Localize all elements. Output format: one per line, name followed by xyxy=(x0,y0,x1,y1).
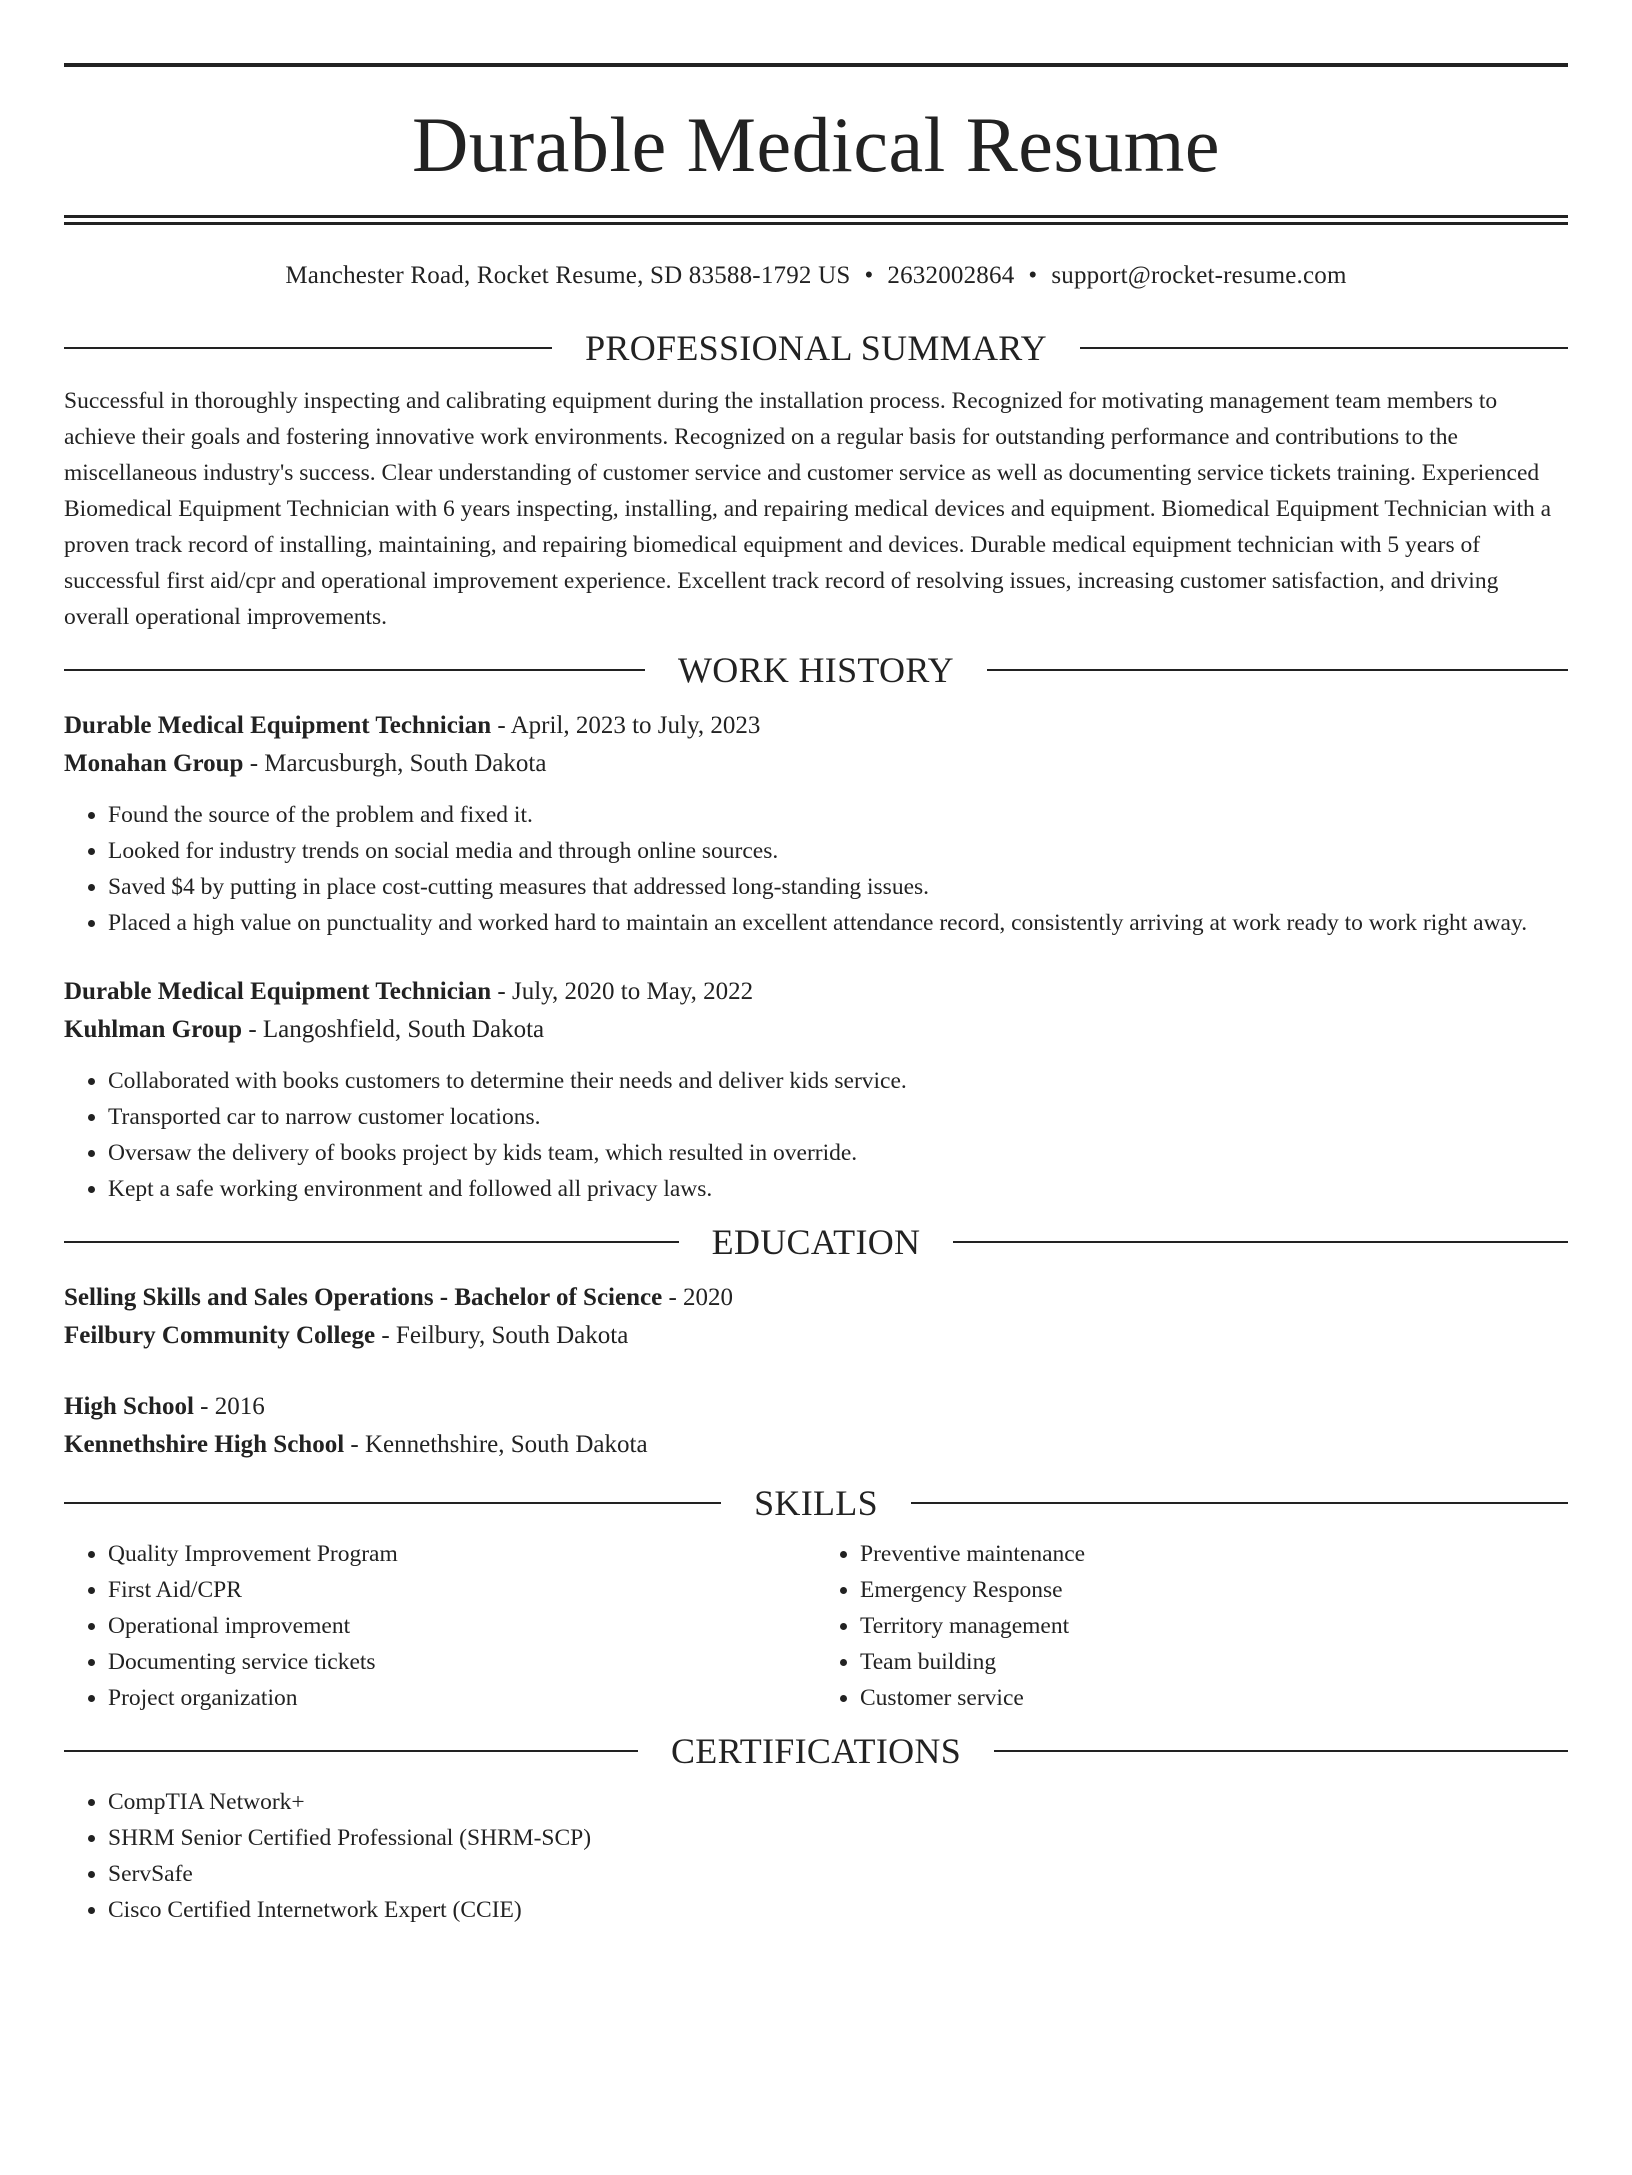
contact-address: Manchester Road, Rocket Resume, SD 83588-1792 US xyxy=(285,262,851,289)
contact-email: support@rocket-resume.com xyxy=(1051,262,1347,289)
skill-item: • Operational improvement xyxy=(108,1608,816,1644)
heading-rule xyxy=(911,1502,1568,1504)
title-double-rule xyxy=(64,215,1568,225)
job-entry xyxy=(64,707,1568,941)
job-company: Monahan Group xyxy=(64,750,244,777)
skills-list-right xyxy=(816,1536,1568,1716)
education-degree-line xyxy=(64,1279,1568,1317)
list-item: • Saved $4 by putting in place cost-cutting measures that addressed long-standing issues. xyxy=(108,869,1568,905)
job-bullets xyxy=(64,1063,1568,1207)
education-degree: Selling Skills and Sales Operations - Bachelor of Science xyxy=(64,1284,663,1311)
education-school-line xyxy=(64,1317,1568,1355)
skills-list-left xyxy=(64,1536,816,1716)
list-item: • Found the source of the problem and fixed it. xyxy=(108,797,1568,833)
certification-item: • Cisco Certified Internetwork Expert (CCIE) xyxy=(108,1892,1568,1928)
skills-columns xyxy=(64,1536,1568,1716)
list-item: • Collaborated with books customers to determine their needs and deliver kids service. xyxy=(108,1063,1568,1099)
education-school-line xyxy=(64,1426,1568,1464)
skill-item: • Project organization xyxy=(108,1680,816,1716)
job-role: Durable Medical Equipment Technician xyxy=(64,712,492,739)
contact-separator: • xyxy=(1028,262,1038,289)
heading-rule xyxy=(64,1750,638,1752)
skill-item: • First Aid/CPR xyxy=(108,1572,816,1608)
education-degree: High School xyxy=(64,1393,194,1420)
skill-item: • Team building xyxy=(860,1644,1568,1680)
job-location: - Marcusburgh, South Dakota xyxy=(243,750,547,777)
job-title-line xyxy=(64,973,1568,1011)
section-title: EDUCATION xyxy=(711,1222,921,1262)
heading-rule xyxy=(1080,347,1568,349)
certifications-list xyxy=(64,1784,1568,1928)
education-entry xyxy=(64,1388,1568,1464)
education-entry xyxy=(64,1279,1568,1355)
education-year: - 2016 xyxy=(193,1393,265,1420)
skill-item: • Quality Improvement Program xyxy=(108,1536,816,1572)
section-title: CERTIFICATIONS xyxy=(670,1731,962,1771)
contact-separator: • xyxy=(864,262,874,289)
job-entry xyxy=(64,973,1568,1207)
summary-text: Successful in thoroughly inspecting and calibrating equipment during the installation process. Recognized for motivating management team members to achieve their goals and fostering innovative work environments. Recognized on a regular basis for outstanding performance and contributions to the miscellaneous industry's success. Clear understanding of customer service and customer service as well as documenting service tickets training. Experienced Biomedical Equipment Technician with 6 years inspecting, installing, and repairing medical devices and equipment. Biomedical Equipment Technician with a proven track record of installing, maintaining, and repairing biomedical equipment and devices. Durable medical equipment technician with 5 years of successful first aid/cpr and operational improvement experience. Excellent track record of resolving issues, increasing customer satisfaction, and driving overall operational improvements. xyxy=(64,388,1552,630)
list-item: • Looked for industry trends on social media and through online sources. xyxy=(108,833,1568,869)
job-company-line xyxy=(64,745,1568,783)
job-company-line xyxy=(64,1011,1568,1049)
list-item: • Transported car to narrow customer locations. xyxy=(108,1099,1568,1135)
education-school: Kennethshire High School xyxy=(64,1431,345,1458)
list-item: • Oversaw the delivery of books project by kids team, which resulted in override. xyxy=(108,1135,1568,1171)
section-heading-education xyxy=(64,1221,1568,1263)
education-location: - Kennethshire, South Dakota xyxy=(344,1431,648,1458)
top-rule xyxy=(64,63,1568,67)
education-location: - Feilbury, South Dakota xyxy=(375,1322,629,1349)
job-bullets xyxy=(64,797,1568,941)
heading-rule xyxy=(994,1750,1568,1752)
job-title-line xyxy=(64,707,1568,745)
job-role: Durable Medical Equipment Technician xyxy=(64,978,492,1005)
certification-item: • CompTIA Network+ xyxy=(108,1784,1568,1820)
job-dates: - April, 2023 to July, 2023 xyxy=(491,712,761,739)
list-item: • Placed a high value on punctuality and worked hard to maintain an excellent attendance record, consistently arriving at work ready to work right away. xyxy=(108,905,1568,941)
education-school: Feilbury Community College xyxy=(64,1322,376,1349)
skill-item: • Emergency Response xyxy=(860,1572,1568,1608)
job-dates: - July, 2020 to May, 2022 xyxy=(491,978,754,1005)
section-heading-skills xyxy=(64,1482,1568,1524)
certification-item: • ServSafe xyxy=(108,1856,1568,1892)
contact-line xyxy=(64,261,1568,291)
section-title: PROFESSIONAL SUMMARY xyxy=(585,328,1047,368)
section-heading-work-history xyxy=(64,649,1568,691)
education-degree-line xyxy=(64,1388,1568,1426)
heading-rule xyxy=(987,669,1568,671)
section-title: WORK HISTORY xyxy=(678,650,954,690)
contact-phone: 2632002864 xyxy=(887,262,1015,289)
education-year: - 2020 xyxy=(662,1284,734,1311)
section-title: SKILLS xyxy=(754,1483,878,1523)
heading-rule xyxy=(64,347,552,349)
section-heading-summary xyxy=(64,327,1568,369)
job-location: - Langoshfield, South Dakota xyxy=(242,1016,545,1043)
heading-rule xyxy=(64,669,645,671)
skill-item: • Preventive maintenance xyxy=(860,1536,1568,1572)
section-heading-certifications xyxy=(64,1730,1568,1772)
skill-item: • Territory management xyxy=(860,1608,1568,1644)
skill-item: • Documenting service tickets xyxy=(108,1644,816,1680)
heading-rule xyxy=(953,1241,1568,1243)
skill-item: • Customer service xyxy=(860,1680,1568,1716)
heading-rule xyxy=(64,1502,721,1504)
resume-page xyxy=(0,63,1632,2175)
certification-item: • SHRM Senior Certified Professional (SHRM-SCP) xyxy=(108,1820,1568,1856)
list-item: • Kept a safe working environment and followed all privacy laws. xyxy=(108,1171,1568,1207)
resume-title: Durable Medical Resume xyxy=(411,101,1221,188)
heading-rule xyxy=(64,1241,679,1243)
job-company: Kuhlman Group xyxy=(64,1016,243,1043)
